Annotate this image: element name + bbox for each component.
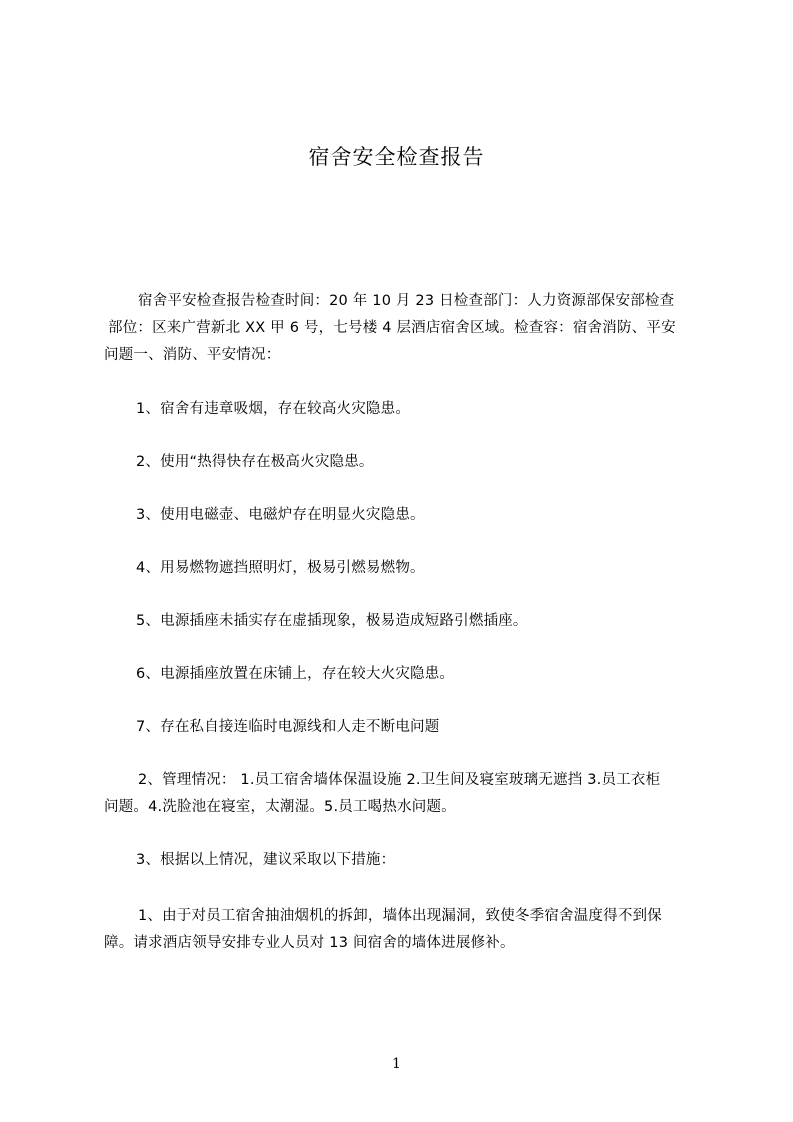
intro-line-3: 问题一、消防、平安情况： — [104, 347, 281, 363]
intro-line-1: 宿舍平安检查报告检查时间：20 年 10 月 23 日检查部门：人力资源部保安部检查 — [138, 293, 675, 309]
measure-1-line-1: 1、由于对员工宿舍抽油烟机的拆卸，墙体出现漏洞，致使冬季宿舍温度得不到保 — [138, 908, 662, 924]
list-item-6: 6、电源插座放置在床铺上，存在较大火灾隐患。 — [136, 666, 455, 682]
measure-1-line-2: 障。请求酒店领导安排专业人员对 13 间宿舍的墙体进展修补。 — [104, 935, 515, 951]
list-item-3: 3、使用电磁壶、电磁炉存在明显火灾隐患。 — [136, 507, 425, 523]
list-item-5: 5、电源插座未插实存在虚插现象，极易造成短路引燃插座。 — [136, 613, 528, 629]
list-item-2: 2、使用“热得快存在极高火灾隐患。 — [136, 454, 374, 470]
list-item-4: 4、用易燃物遮挡照明灯，极易引燃易燃物。 — [136, 560, 425, 576]
list-item-1: 1、宿舍有违章吸烟，存在较高火灾隐患。 — [136, 401, 411, 417]
intro-line-2: 部位：区来广营新北 XX 甲 6 号，七号楼 4 层酒店宿舍区域。检查容：宿舍消防、平安 — [108, 320, 676, 336]
list-item-7: 7、存在私自接连临时电源线和人走不断电问题 — [136, 719, 440, 735]
measures-heading: 3、根据以上情况，建议采取以下措施： — [136, 852, 396, 868]
management-line-1: 2、管理情况： 1.员工宿舍墙体保温设施 2.卫生间及寝室玻璃无遮挡 3.员工衣柜 — [138, 772, 661, 788]
document-title: 宿舍安全检查报告 — [308, 145, 485, 169]
page-number: 1 — [392, 1056, 401, 1072]
management-line-2: 问题。4.洗脸池在寝室，太潮湿。5.员工喝热水问题。 — [104, 799, 456, 815]
